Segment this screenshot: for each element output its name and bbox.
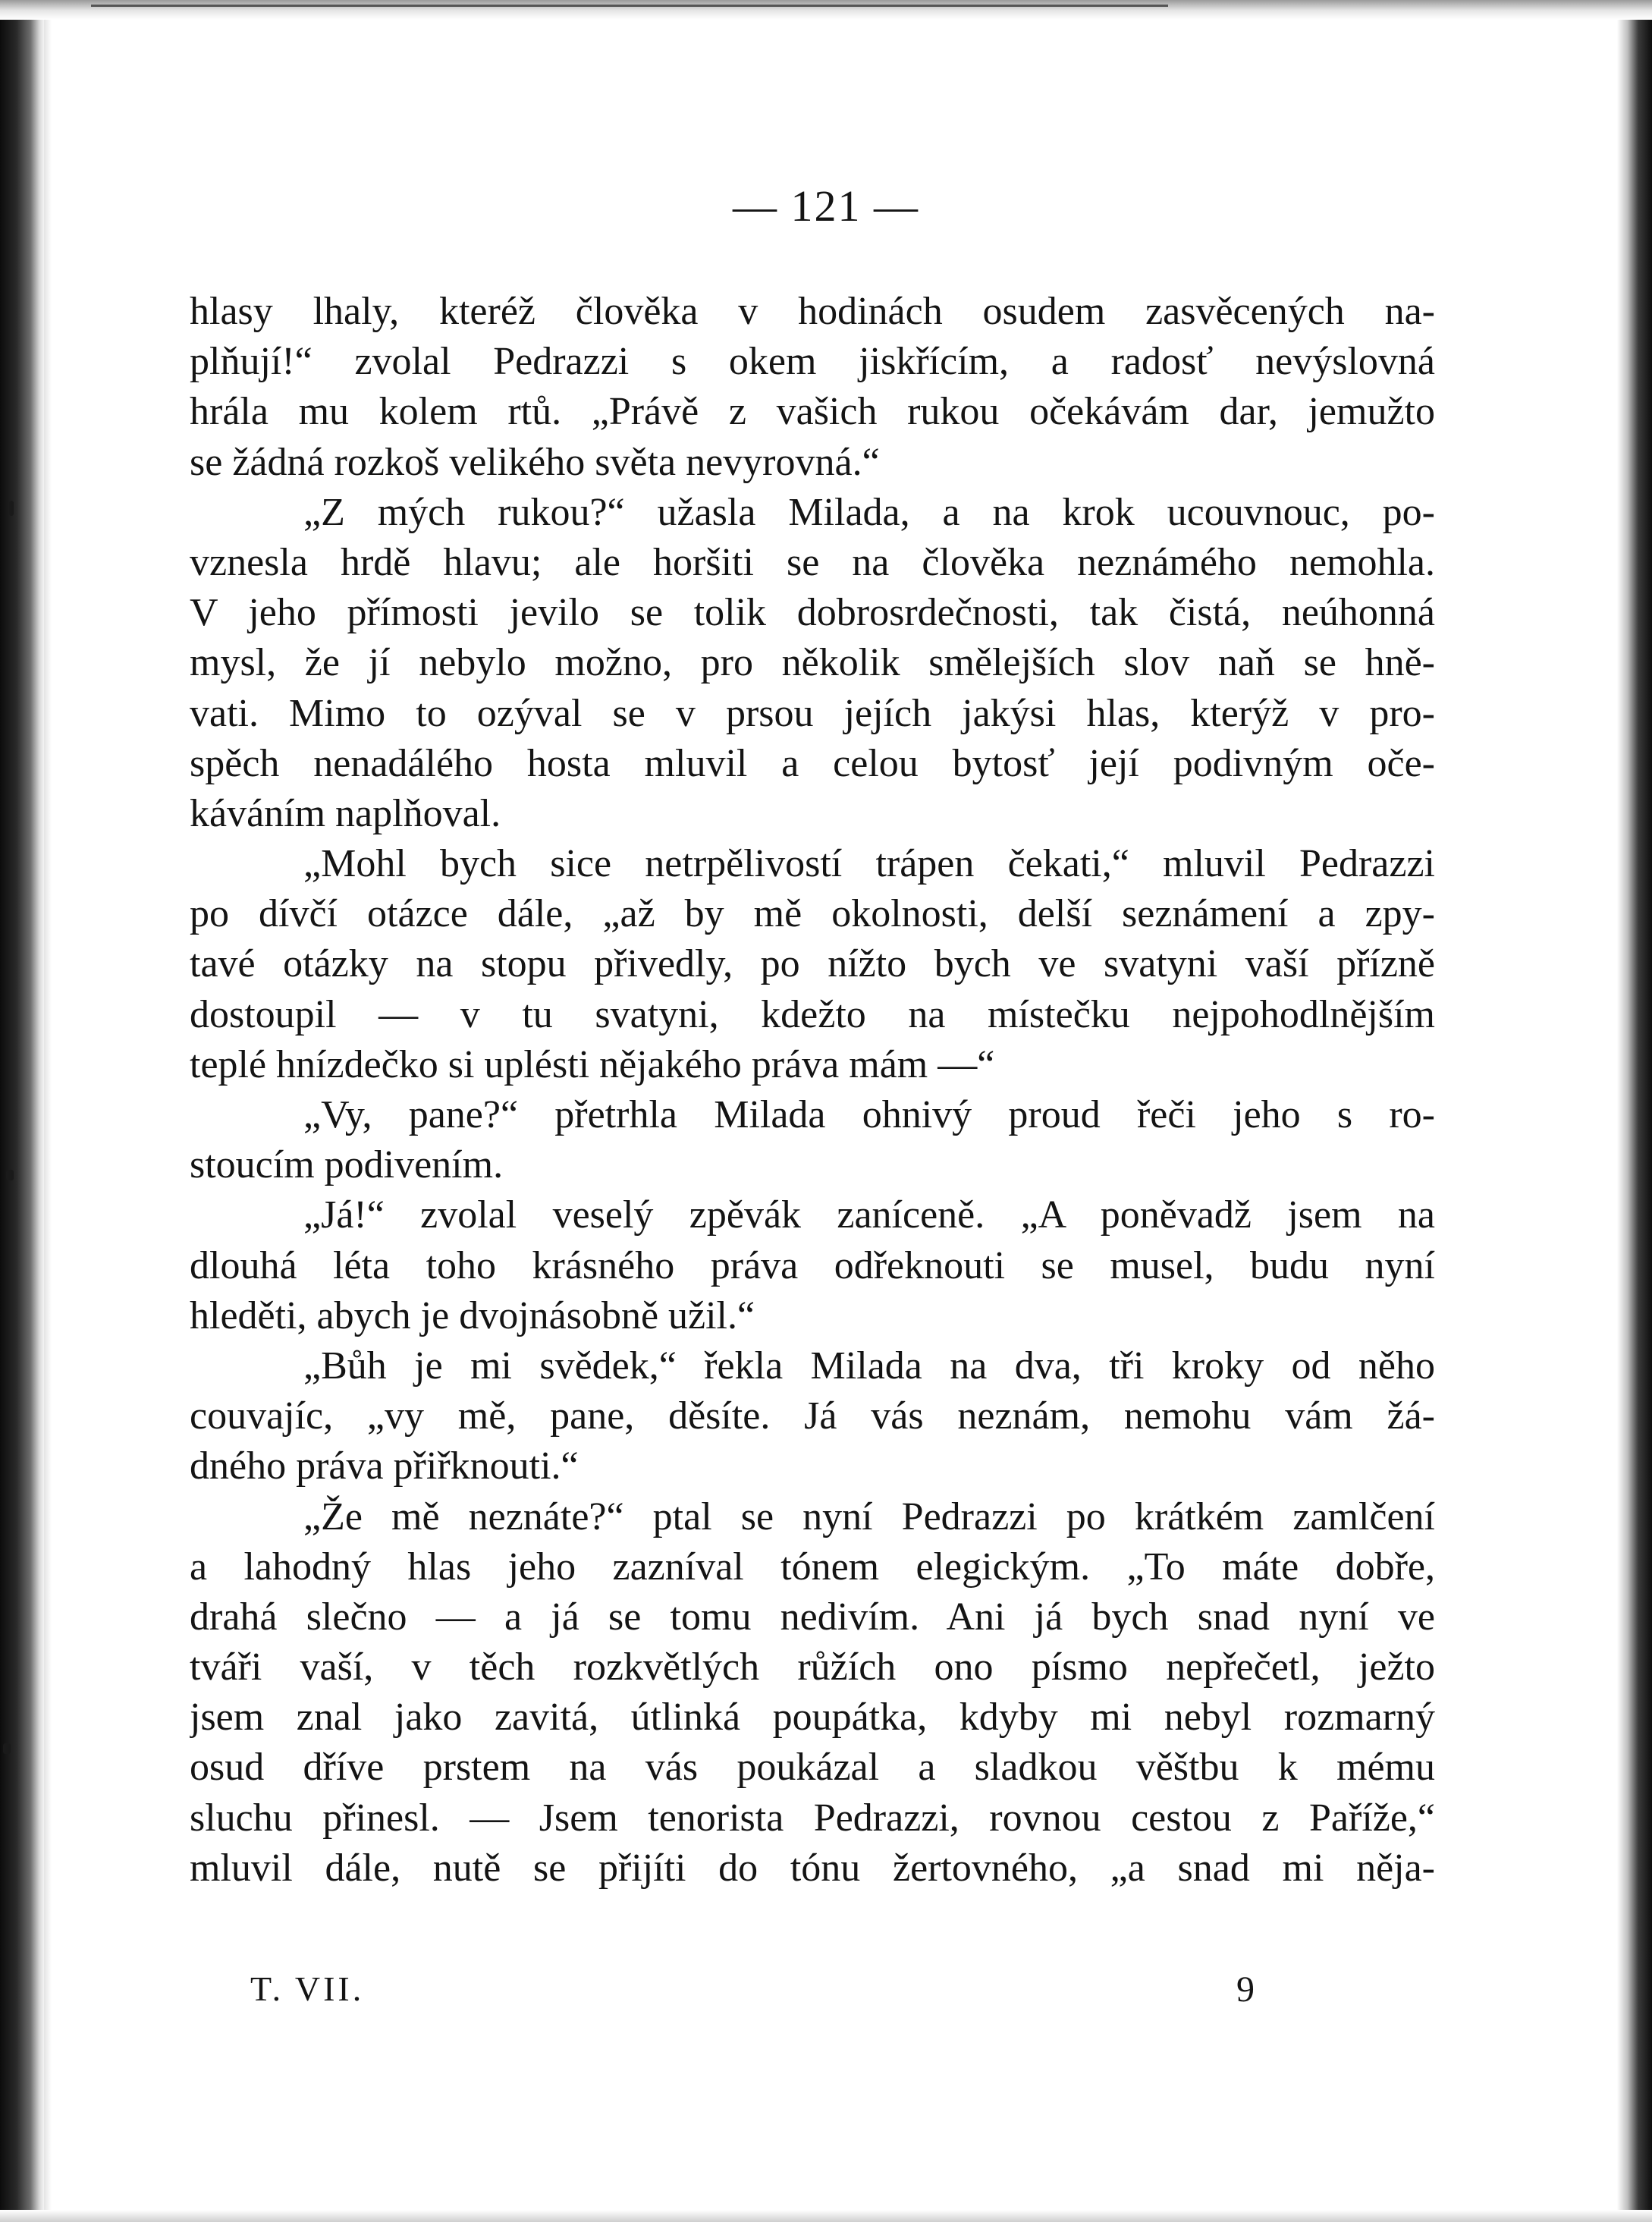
text-line: „Že mě neznáte?“ ptal se nyní Pedrazzi po krátkém zamlčení xyxy=(303,1494,1435,1538)
text-line: spěch nenadálého hosta mluvil a celou bytosť její podivným oče- xyxy=(190,741,1435,785)
text-line: dného práva přiřknouti.“ xyxy=(190,1444,579,1488)
text-line: V jeho přímosti jevilo se tolik dobrosrdečnosti, tak čistá, neúhonná xyxy=(190,591,1435,635)
text-line: se žádná rozkoš velikého světa nevyrovná.“ xyxy=(190,440,880,484)
text-line: tavé otázky na stopu přivedly, po nížto bych ve svatyni vaší přízně xyxy=(190,942,1435,986)
text-line: teplé hnízdečko si uplésti nějakého práva mám —“ xyxy=(190,1042,995,1086)
text-line: káváním naplňoval. xyxy=(190,791,501,835)
text-line: vznesla hrdě hlavu; ale horšiti se na člověka neznámého nemohla. xyxy=(190,540,1435,584)
scan-speck xyxy=(9,501,14,516)
text-line: mysl, že jí nebylo možno, pro několik smělejších slov naň se hně- xyxy=(190,641,1435,685)
page-number: — 121 — xyxy=(733,181,919,231)
text-line: dostoupil — v tu svatyni, kdežto na místečku nejpohodlnějším xyxy=(190,992,1435,1036)
scan-edge-right xyxy=(1617,0,1652,2222)
text-line: hrála mu kolem rtů. „Právě z vašich rukou očekávám dar, jemužto xyxy=(190,390,1435,434)
text-line: plňují!“ zvolal Pedrazzi s okem jiskřícím, a radosť nevýslovná xyxy=(190,340,1435,384)
scan-top-line xyxy=(91,5,1168,7)
text-line: tváři vaší, v těch rozkvětlých růžích ono písmo nepřečetl, ježto xyxy=(190,1645,1435,1689)
text-line: sluchu přinesl. — Jsem tenorista Pedrazzi, rovnou cestou z Paříže,“ xyxy=(190,1796,1435,1840)
text-line: po dívčí otázce dále, „až by mě okolnosti, delší seznámení a zpy- xyxy=(190,892,1435,936)
text-line: osud dříve prstem na vás poukázal a sladkou věštbu k mému xyxy=(190,1746,1435,1790)
scan-edge-bottom xyxy=(0,2210,1652,2222)
text-line: drahá slečno — a já se tomu nedivím. Ani já bych snad nyní ve xyxy=(190,1595,1435,1639)
text-line: a lahodný hlas jeho zazníval tónem elegickým. „To máte dobře, xyxy=(190,1545,1435,1589)
text-line: hlasy lhaly, kteréž člověka v hodinách osudem zasvěcených na- xyxy=(190,290,1435,333)
scan-edge-left xyxy=(0,0,44,2222)
text-line: „Vy, pane?“ přetrhla Milada ohnivý proud řeči jeho s ro- xyxy=(303,1093,1435,1136)
scan-speck xyxy=(3,1743,11,1754)
text-line: hleděti, abych je dvojnásobně užil.“ xyxy=(190,1293,755,1337)
text-line: „Mohl bych sice netrpělivostí trápen čekati,“ mluvil Pedrazzi xyxy=(303,842,1435,886)
text-line: „Já!“ zvolal veselý zpěvák zaníceně. „A poněvadž jsem na xyxy=(303,1193,1435,1237)
scan-speck xyxy=(6,1170,14,1180)
scan-edge-top xyxy=(0,0,1652,20)
text-line: stoucím podivením. xyxy=(190,1143,504,1187)
signature-mark: T. VII. xyxy=(250,1969,365,2008)
text-line: mluvil dále, nutě se přijíti do tónu žertovného, „a snad mi něja- xyxy=(190,1846,1435,1890)
body-text xyxy=(190,287,1435,1894)
scan-edge-left-shadow xyxy=(44,0,52,2222)
text-line: dlouhá léta toho krásného práva odřeknouti se musel, budu nyní xyxy=(190,1243,1435,1287)
text-line: couvajíc, „vy mě, pane, děsíte. Já vás neznám, nemohu vám žá- xyxy=(190,1394,1435,1438)
sheet-number: 9 xyxy=(1236,1969,1255,2010)
text-line: „Bůh je mi svědek,“ řekla Milada na dva, tři kroky od něho xyxy=(303,1344,1435,1388)
text-line: jsem znal jako zavitá, útlinká poupátka, kdyby mi nebyl rozmarný xyxy=(190,1696,1435,1740)
text-line: „Z mých rukou?“ užasla Milada, a na krok ucouvnouc, po- xyxy=(303,490,1435,534)
text-line: vati. Mimo to ozýval se v prsou jejích jakýsi hlas, kterýž v pro- xyxy=(190,691,1435,735)
